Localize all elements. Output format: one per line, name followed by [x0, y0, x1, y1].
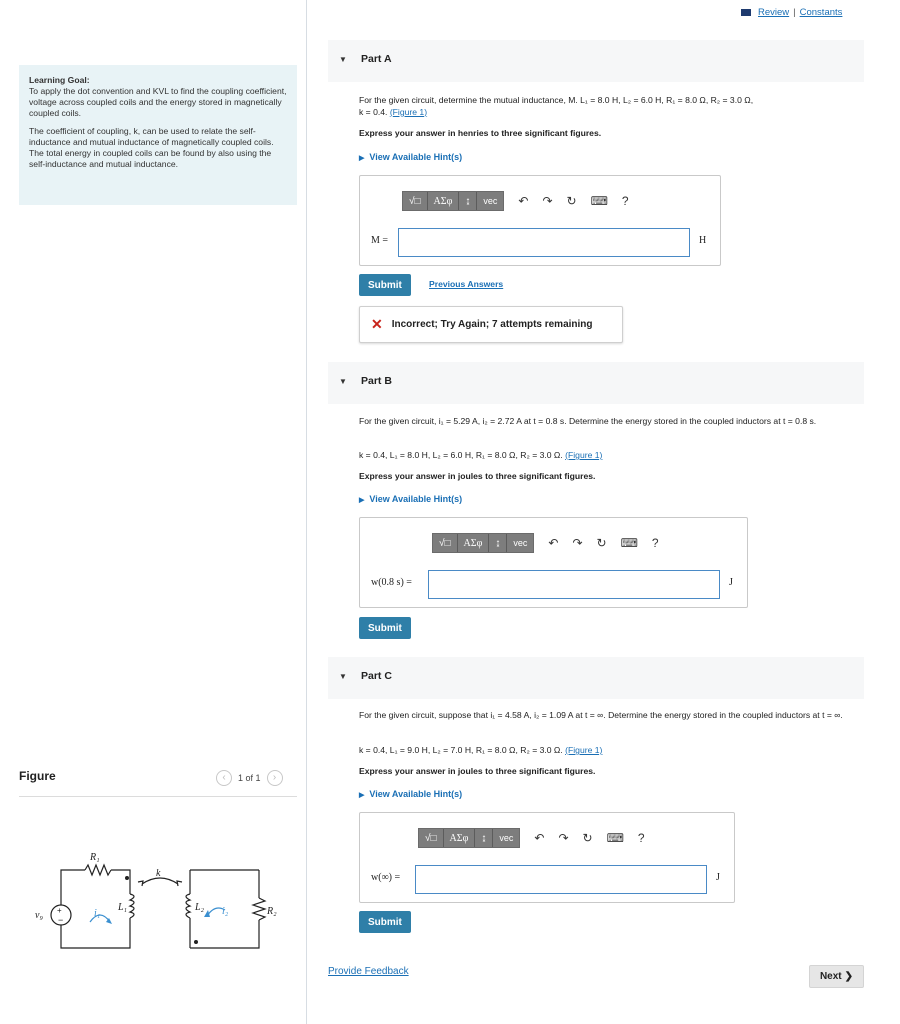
reset-icon[interactable]: ↻: [596, 536, 607, 550]
part-a-unit: H: [699, 235, 707, 246]
source-plus-icon: +: [57, 906, 62, 915]
redo-icon[interactable]: ↷: [558, 831, 569, 845]
learning-goal-panel: [19, 65, 297, 205]
math-template-group: [432, 533, 534, 553]
feedback-incorrect: [359, 306, 623, 343]
part-c-hint-label: View Available Hint(s): [369, 789, 463, 799]
part-b-givens: [359, 450, 864, 462]
greek-symbols-button[interactable]: ΑΣφ: [428, 192, 460, 210]
label-k: k: [156, 868, 161, 879]
expand-arrow-icon: ▶: [359, 792, 365, 799]
learning-goal-text: To apply the dot convention and KVL to find the coupling coefficient, voltage across coupled coils and the energy stored in magnetically coupled coils.: [29, 86, 287, 118]
review-link[interactable]: Review: [758, 7, 790, 18]
part-c-submit-button[interactable]: Submit: [359, 911, 411, 933]
undo-icon[interactable]: ↶: [534, 831, 545, 845]
math-template-group: [402, 191, 504, 211]
figure-next-button[interactable]: ›: [267, 770, 283, 786]
vector-button[interactable]: vec: [483, 196, 498, 206]
greek-symbols-button[interactable]: ΑΣφ: [458, 534, 490, 552]
chevron-right-icon: ❯: [844, 971, 854, 982]
part-b-hint-toggle[interactable]: [359, 494, 462, 504]
link-separator: |: [793, 7, 796, 18]
help-icon[interactable]: ?: [651, 536, 659, 550]
label-r2: R₂: [267, 906, 277, 917]
constants-link[interactable]: Constants: [799, 7, 843, 18]
math-toolbar: [432, 533, 659, 553]
part-a-hint-label: View Available Hint(s): [369, 152, 463, 162]
collapse-triangle-icon: ▼: [339, 672, 347, 681]
keyboard-icon[interactable]: ⌨: [620, 536, 638, 550]
reset-icon[interactable]: ↻: [582, 831, 593, 845]
math-template-group: [418, 828, 520, 848]
part-b-answer-box: [359, 517, 748, 608]
sqrt-template-button[interactable]: √□: [419, 829, 444, 847]
column-divider: [306, 0, 307, 1024]
part-b-hint-label: View Available Hint(s): [369, 494, 463, 504]
figure-label: Figure: [19, 769, 56, 783]
source-minus-icon: −: [58, 915, 64, 925]
part-c-answer-box: [359, 812, 735, 903]
part-a-title: Part A: [361, 53, 392, 65]
part-c-question: For the given circuit, suppose that i₁ = 4.58 A, i₂ = 1.09 A at t = ∞. Determine the energy stored in the coupled inductors at t = ∞.: [359, 710, 843, 720]
figure-rule: [19, 796, 297, 797]
part-b-givens-text: k = 0.4, L₁ = 8.0 H, L₂ = 6.0 H, R₁ = 8.0 Ω, R₂ = 3.0 Ω.: [359, 450, 566, 460]
part-b-submit-button[interactable]: Submit: [359, 617, 411, 639]
part-b-unit: J: [729, 577, 733, 588]
part-c-field-label: w(∞) =: [371, 872, 401, 883]
next-label: Next: [819, 971, 842, 982]
keyboard-icon[interactable]: ⌨: [590, 194, 608, 208]
part-c-title: Part C: [361, 670, 392, 682]
keyboard-icon[interactable]: ⌨: [606, 831, 624, 845]
review-icon: [741, 9, 751, 16]
part-a-submit-button[interactable]: Submit: [359, 274, 411, 296]
figure-pager: [216, 770, 283, 786]
sqrt-template-button[interactable]: √□: [403, 192, 428, 210]
part-a-question-line2: k = 0.4.: [359, 106, 390, 117]
vector-button[interactable]: vec: [499, 833, 514, 843]
part-b-question: For the given circuit, i₁ = 5.29 A, i₂ = 2.72 A at t = 0.8 s. Determine the energy stored in the coupled inductors at t = 0.8 s.: [359, 416, 817, 426]
part-c-instruction: Express your answer in joules to three significant figures.: [359, 766, 596, 776]
top-links: [741, 7, 842, 18]
part-a-question: [359, 95, 864, 118]
part-a-header[interactable]: [328, 40, 864, 82]
part-a-field-label: M =: [371, 235, 389, 246]
provide-feedback-link[interactable]: Provide Feedback: [328, 966, 409, 977]
math-toolbar: [418, 828, 645, 848]
vector-button[interactable]: vec: [513, 538, 528, 548]
feedback-text: Incorrect; Try Again; 7 attempts remaining: [391, 319, 593, 330]
help-icon[interactable]: ?: [621, 194, 629, 208]
collapse-triangle-icon: ▼: [339, 377, 347, 386]
redo-icon[interactable]: ↷: [542, 194, 553, 208]
part-c-hint-toggle[interactable]: [359, 789, 462, 799]
part-a-hint-toggle[interactable]: [359, 152, 462, 162]
part-a-answer-input[interactable]: [398, 228, 690, 257]
part-c-unit: J: [716, 872, 720, 883]
part-b-title: Part B: [361, 375, 392, 387]
expand-arrow-icon: ▶: [359, 497, 365, 504]
part-b-instruction: Express your answer in joules to three significant figures.: [359, 471, 596, 481]
expand-arrow-icon: ▶: [359, 155, 365, 162]
incorrect-x-icon: ✕: [371, 316, 383, 332]
part-c-header[interactable]: [328, 657, 864, 699]
undo-icon[interactable]: ↶: [548, 536, 559, 550]
redo-icon[interactable]: ↷: [572, 536, 583, 550]
part-b-header[interactable]: [328, 362, 864, 404]
part-b-field-label: w(0.8 s) =: [371, 577, 412, 588]
part-a-answer-box: [359, 175, 721, 266]
greek-symbols-button[interactable]: ΑΣφ: [444, 829, 476, 847]
sub-superscript-button[interactable]: ↨: [475, 829, 493, 847]
collapse-triangle-icon: ▼: [339, 55, 347, 64]
part-b-figure-link[interactable]: (Figure 1): [565, 450, 603, 460]
part-c-figure-link[interactable]: (Figure 1): [565, 745, 603, 755]
label-i1: i₁: [94, 908, 101, 919]
circuit-diagram: [30, 840, 290, 960]
part-a-instruction: Express your answer in henries to three significant figures.: [359, 128, 602, 138]
figure-prev-button[interactable]: ‹: [216, 770, 232, 786]
undo-icon[interactable]: ↶: [518, 194, 529, 208]
figure-counter: 1 of 1: [238, 773, 261, 783]
reset-icon[interactable]: ↻: [566, 194, 577, 208]
sqrt-template-button[interactable]: √□: [433, 534, 458, 552]
part-c-givens: [359, 745, 864, 757]
sub-superscript-button[interactable]: ↨: [489, 534, 507, 552]
previous-answers-link[interactable]: Previous Answers: [429, 279, 504, 289]
label-i2: i₂: [222, 906, 229, 917]
label-l1: L₁: [118, 902, 128, 913]
sub-superscript-button[interactable]: ↨: [459, 192, 477, 210]
label-r1: R₁: [90, 852, 100, 863]
math-toolbar: [402, 191, 629, 211]
part-a-figure-link[interactable]: (Figure 1): [389, 106, 428, 117]
learning-goal-title: Learning Goal:: [29, 75, 90, 85]
learning-goal-description: The coefficient of coupling, k, can be used to relate the self-inductance and mutual inductance of magnetically coupled coils. The total energy in coupled coils can be found by also using the self-inductance and mutual inductance.: [29, 126, 274, 169]
help-icon[interactable]: ?: [637, 831, 645, 845]
part-a-question-line1: For the given circuit, determine the mutual inductance, M. L₁ = 8.0 H, L₂ = 6.0 H, R₁ = 8.0 Ω, R₂ = 3.0 Ω,: [359, 95, 754, 105]
label-l2: L₂: [195, 902, 205, 913]
next-button[interactable]: [809, 965, 864, 988]
label-vg: v₉: [35, 910, 43, 921]
part-c-givens-text: k = 0.4, L₁ = 9.0 H, L₂ = 7.0 H, R₁ = 8.0 Ω, R₂ = 3.0 Ω.: [359, 745, 566, 755]
part-b-answer-input[interactable]: [428, 570, 720, 599]
part-c-answer-input[interactable]: [415, 865, 707, 894]
